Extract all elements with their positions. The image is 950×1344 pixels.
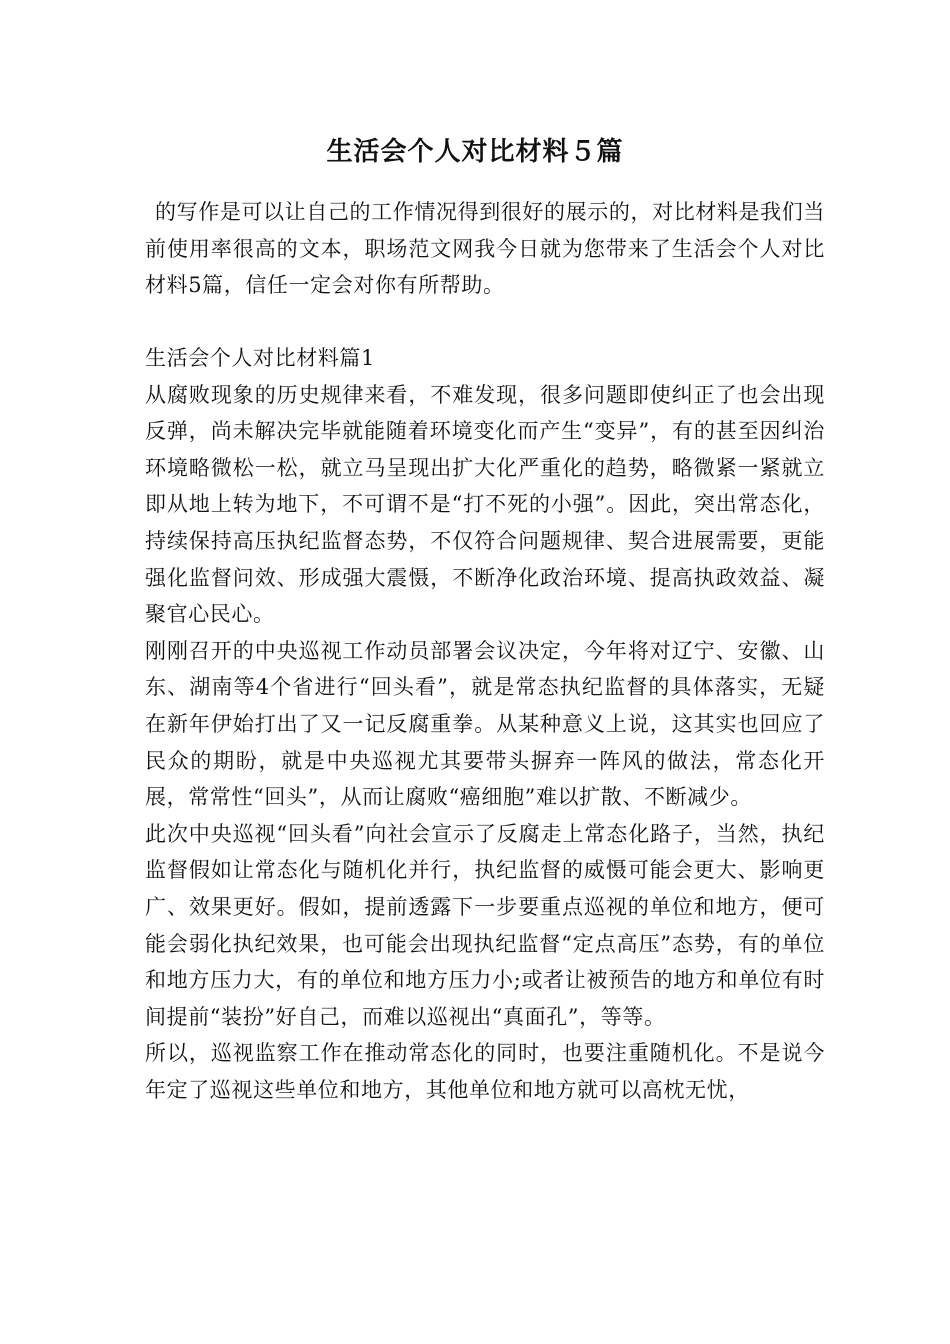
paragraph: 此次中央巡视“回头看”向社会宣示了反腐走上常态化路子，当然，执纪监督假如让常态化与随机化并行，执纪监督的威慑可能会更大、影响更广、效果更好。假如，提前透露下一步要重点巡视的单位和地方，便可能会弱化执纪效果，也可能会出现执纪监督“定点高压”态势，有的单位和地方压力大，有的单位和地方压力小;或者让被预告的地方和单位有时间提前“装扮”好自己，而难以巡视出“真面孔”，等等。 — [145, 821, 825, 1029]
document-title: 生活会个人对比材料５篇 — [326, 137, 624, 167]
paragraph: 所以，巡视监察工作在推动常态化的同时，也要注重随机化。不是说今年定了巡视这些单位和地方，其他单位和地方就可以高枕无忧， — [145, 1041, 825, 1102]
intro-text: 的写作是可以让自己的工作情况得到很好的展示的，对比材料是我们当前使用率很高的文本，职场范文网我今日就为您带来了生活会个人对比材料5篇，信任一定会对你有所帮助。 — [145, 200, 825, 298]
section-content — [145, 340, 825, 1108]
intro-paragraph — [145, 194, 825, 304]
paragraph: 刚刚召开的中央巡视工作动员部署会议决定，今年将对辽宁、安徽、山东、湖南等4个省进行“回头看”，就是常态执纪监督的具体落实，无疑在新年伊始打出了又一记反腐重拳。从某种意义上说，这其实也回应了民众的期盼，就是中央巡视尤其要带头摒弃一阵风的做法，常态化开展，常常性“回头”，从而让腐败“癌细胞”难以扩散、不断减少。 — [145, 638, 825, 810]
section-heading: 生活会个人对比材料篇1 — [145, 346, 375, 370]
paragraph: 从腐败现象的历史规律来看，不难发现，很多问题即使纠正了也会出现反弹，尚未解决完毕就能随着环境变化而产生“变异”，有的甚至因纠治环境略微松一松，就立马呈现出扩大化严重化的趋势，略微紧一紧就立即从地上转为地下，不可谓不是“打不死的小强”。因此，突出常态化，持续保持高压执纪监督态势，不仅符合问题规律、契合进展需要，更能强化监督问效、形成强大震慑，不断净化政治环境、提高执政效益、凝聚官心民心。 — [145, 382, 825, 627]
